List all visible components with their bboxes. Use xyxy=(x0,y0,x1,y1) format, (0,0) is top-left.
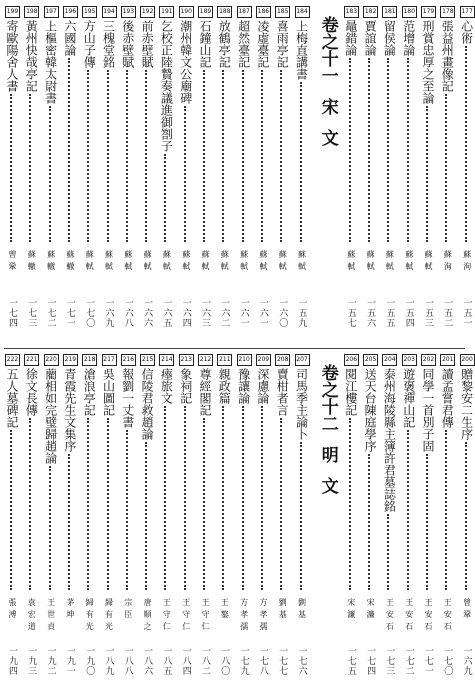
entry-page-number: 一六九 xyxy=(103,298,114,328)
entry-title: 心術 xyxy=(459,20,474,44)
entry-number: 198 xyxy=(24,6,39,18)
entry-number: 203 xyxy=(402,354,417,366)
entry-author: 蘇軾 xyxy=(104,250,114,274)
toc-entry xyxy=(81,6,97,346)
entry-number: 189 xyxy=(198,6,213,18)
entry-number: 205 xyxy=(363,354,378,366)
entry-page-number: 一八六 xyxy=(142,646,153,676)
leader-dots xyxy=(203,70,207,242)
entry-number: 202 xyxy=(421,354,436,366)
entry-number: 180 xyxy=(402,6,417,18)
entry-page-number: 一八九 xyxy=(103,646,114,676)
toc-entry xyxy=(139,6,155,346)
toc-entry xyxy=(178,354,194,694)
entry-page-number: 一五五 xyxy=(384,298,395,328)
entry-page-number: 一七二 xyxy=(403,646,414,676)
toc-entry xyxy=(439,6,455,346)
entry-author: 蘇軾 xyxy=(181,250,191,274)
entry-author: 袁宏道 xyxy=(27,598,37,634)
leader-dots xyxy=(445,430,449,590)
leader-dots xyxy=(465,442,469,590)
entry-page-number: 一七一 xyxy=(64,298,75,328)
entry-title: 放鶴亭記 xyxy=(217,20,232,68)
entry-title: 范增論 xyxy=(401,20,416,56)
leader-dots xyxy=(126,430,130,590)
entry-title: 三槐堂銘 xyxy=(101,20,116,68)
entry-page-number: 一六八 xyxy=(122,298,133,328)
entry-author: 歸有光 xyxy=(104,598,114,634)
entry-page-number: 一六四 xyxy=(180,298,191,328)
entry-title: 方山子傳 xyxy=(82,20,97,68)
entry-author: 宗臣 xyxy=(123,598,133,622)
toc-entry xyxy=(362,354,378,694)
leader-dots xyxy=(164,154,168,242)
entry-number: 184 xyxy=(295,6,310,18)
entry-number: 222 xyxy=(5,354,20,366)
entry-number: 181 xyxy=(382,6,397,18)
toc-entry xyxy=(401,354,417,694)
entry-number: 201 xyxy=(440,354,455,366)
entry-author: 蘇轍 xyxy=(65,250,75,274)
entry-author: 唐順之 xyxy=(143,598,153,634)
toc-entry xyxy=(43,6,59,346)
toc-entry xyxy=(381,6,397,346)
entry-author: 宋濂 xyxy=(346,598,356,622)
entry-title: 前赤壁賦 xyxy=(140,20,155,68)
entry-page-number: 一八四 xyxy=(180,646,191,676)
volume-header xyxy=(315,16,341,146)
toc-entry xyxy=(4,6,20,346)
entry-page-number: 一七四 xyxy=(365,646,376,676)
entry-number: 221 xyxy=(24,354,39,366)
toc-entry xyxy=(62,6,78,346)
leader-dots xyxy=(49,466,53,590)
volume-header xyxy=(315,364,341,494)
entry-author: 劉基 xyxy=(278,598,288,622)
entry-title: 遊褒禪山記 xyxy=(401,368,416,428)
leader-dots xyxy=(445,94,449,242)
entry-author: 蘇軾 xyxy=(85,250,95,274)
entry-number: 185 xyxy=(275,6,290,18)
entry-page-number: 一七三 xyxy=(26,298,37,328)
toc-entry xyxy=(62,354,78,694)
toc-entry xyxy=(255,6,271,346)
genre-label: 文 xyxy=(317,477,338,494)
leader-dots xyxy=(222,70,226,242)
entry-author: 蘇洵 xyxy=(443,250,453,274)
entry-author: 蘇軾 xyxy=(346,250,356,274)
entry-title: 送天台陳庭學序 xyxy=(363,368,378,452)
entry-page-number: 一六三 xyxy=(200,298,210,328)
entry-title: 鼂錯論 xyxy=(343,20,358,56)
entry-number: 209 xyxy=(256,354,271,366)
leader-dots xyxy=(87,418,91,590)
section-divider xyxy=(4,348,465,349)
entry-number: 193 xyxy=(121,6,136,18)
entry-author: 蘇軾 xyxy=(239,250,249,274)
entry-page-number: 一五二 xyxy=(442,298,453,328)
toc-entry xyxy=(4,354,20,694)
entry-number: 195 xyxy=(82,6,97,18)
leader-dots xyxy=(29,94,33,242)
entry-title: 藺相如完璧歸趙論 xyxy=(43,368,58,464)
entry-title: 報劉一丈書 xyxy=(120,368,135,428)
entry-title: 後赤壁賦 xyxy=(120,20,135,68)
entry-title: 泰州海陵縣主簿許君墓誌銘 xyxy=(382,368,397,512)
entry-title: 黃州快哉亭記 xyxy=(24,20,39,92)
leader-dots xyxy=(465,46,469,242)
toc-entry xyxy=(236,6,252,346)
entry-number: 212 xyxy=(198,354,213,366)
leader-dots xyxy=(387,514,391,590)
entry-page-number: 一五四 xyxy=(403,298,414,328)
toc-entry xyxy=(274,354,290,694)
entry-author: 蘇軾 xyxy=(424,250,433,274)
entry-author: 宋濂 xyxy=(366,598,376,622)
entry-title: 親政篇 xyxy=(217,368,232,404)
leader-dots xyxy=(407,430,411,590)
leader-dots xyxy=(203,418,207,590)
leader-dots xyxy=(29,418,33,590)
entry-page-number: 一九一 xyxy=(64,646,75,676)
entry-page-number: 一六一 xyxy=(257,298,268,328)
leader-dots xyxy=(242,70,246,242)
entry-number: 213 xyxy=(179,354,194,366)
leader-dots xyxy=(145,442,149,590)
entry-number: 191 xyxy=(159,6,174,18)
toc-entry xyxy=(139,354,155,694)
entry-author: 王守仁 xyxy=(162,598,172,634)
entry-number: 218 xyxy=(82,354,97,366)
entry-author: 蘇軾 xyxy=(297,250,307,274)
toc-entry xyxy=(255,354,271,694)
toc-entry xyxy=(43,354,59,694)
entry-page-number: 一七〇 xyxy=(84,298,95,328)
entry-author: 方孝孺 xyxy=(258,598,268,634)
entry-title: 贈黎安二生序 xyxy=(459,368,474,440)
table-of-contents xyxy=(4,6,474,694)
leader-dots xyxy=(68,454,72,590)
entry-number: 194 xyxy=(102,6,117,18)
entry-title: 留侯論 xyxy=(382,20,397,56)
entry-title: 上樞密韓太尉書 xyxy=(43,20,58,104)
entry-author: 蘇洵 xyxy=(462,250,472,274)
entry-author: 劉基 xyxy=(297,598,307,622)
entry-number: 204 xyxy=(382,354,397,366)
entry-title: 喜雨亭記 xyxy=(275,20,290,68)
toc-lower-section xyxy=(4,354,474,694)
entry-number: 210 xyxy=(237,354,252,366)
entry-number: 207 xyxy=(295,354,310,366)
entry-number: 200 xyxy=(460,354,475,366)
entry-page-number: 一六五 xyxy=(161,298,172,328)
leader-dots xyxy=(87,70,91,242)
toc-entry xyxy=(439,354,455,694)
entry-page-number: 一八〇 xyxy=(219,646,230,676)
entry-page-number: 一七六 xyxy=(296,646,307,676)
entry-author: 蘇軾 xyxy=(366,250,376,274)
entry-author: 王安石 xyxy=(443,598,453,634)
entry-author: 蘇軾 xyxy=(123,250,133,274)
entry-author: 曾鞏 xyxy=(8,250,17,274)
entry-page-number: 一五三 xyxy=(423,298,433,328)
entry-author: 蘇軾 xyxy=(220,250,230,274)
entry-title: 徐文長傳 xyxy=(24,368,39,416)
entry-title: 乞校正陸贄奏議進御劄子 xyxy=(159,20,174,152)
toc-entry xyxy=(216,6,232,346)
entry-title: 讀孟嘗君傳 xyxy=(440,368,455,428)
toc-entry xyxy=(294,354,310,694)
leader-dots xyxy=(426,106,430,242)
entry-page-number: 一八二 xyxy=(200,646,210,676)
leader-dots xyxy=(184,106,188,242)
entry-title: 張益州畫像記 xyxy=(440,20,455,92)
entry-title: 石鐘山記 xyxy=(198,20,212,68)
volume-title: 卷之十二 xyxy=(317,364,338,432)
toc-entry xyxy=(236,354,252,694)
leader-dots xyxy=(126,70,130,242)
entry-page-number: 一七五 xyxy=(345,646,356,676)
entry-number: 177 xyxy=(460,6,475,18)
entry-author: 曾鞏 xyxy=(462,598,472,622)
entry-author: 王鏊 xyxy=(220,598,230,622)
leader-dots xyxy=(300,442,304,590)
entry-page-number: 一九三 xyxy=(26,646,37,676)
entry-number: 217 xyxy=(102,354,117,366)
entry-author: 方孝孺 xyxy=(239,598,249,634)
volume-title: 卷之十一 xyxy=(317,16,338,84)
leader-dots xyxy=(261,70,265,242)
entry-title: 五人墓碑記 xyxy=(5,368,19,428)
entry-number: 214 xyxy=(159,354,174,366)
entry-title: 豫讓論 xyxy=(236,368,251,404)
toc-entry xyxy=(459,354,475,694)
entry-title: 吳山圖記 xyxy=(101,368,116,416)
entry-title: 賣柑者言 xyxy=(275,368,290,416)
entry-author: 王守仁 xyxy=(181,598,191,634)
leader-dots xyxy=(68,58,72,242)
entry-page-number: 一六〇 xyxy=(277,298,288,328)
entry-number: 219 xyxy=(63,354,78,366)
leader-dots xyxy=(49,106,53,242)
entry-author: 茅坤 xyxy=(65,598,75,622)
entry-page-number: 一七八 xyxy=(257,646,268,676)
entry-number: 211 xyxy=(217,354,232,366)
leader-dots xyxy=(349,58,353,242)
entry-author: 蘇軾 xyxy=(162,250,172,274)
entry-number: 196 xyxy=(63,6,78,18)
leader-dots xyxy=(10,94,14,242)
toc-entry xyxy=(420,6,436,346)
entry-number: 178 xyxy=(440,6,455,18)
entry-page-number: 一五九 xyxy=(296,298,307,328)
toc-entry xyxy=(23,354,39,694)
entry-page-number: 一七〇 xyxy=(442,646,453,676)
leader-dots xyxy=(145,70,149,242)
leader-dots xyxy=(242,406,246,590)
entry-author: 王安石 xyxy=(424,598,433,634)
entry-number: 199 xyxy=(5,6,20,18)
leader-dots xyxy=(164,406,168,590)
entry-title: 深慮論 xyxy=(255,368,270,404)
entry-number: 190 xyxy=(179,6,194,18)
entry-page-number: 一七三 xyxy=(384,646,395,676)
toc-entry xyxy=(178,6,194,346)
entry-page-number: 一九四 xyxy=(7,646,17,676)
entry-page-number: 一七九 xyxy=(238,646,249,676)
entry-number: 216 xyxy=(121,354,136,366)
toc-entry xyxy=(23,6,39,346)
entry-author: 張溥 xyxy=(8,598,17,622)
entry-page-number: 一九二 xyxy=(45,646,56,676)
toc-entry xyxy=(459,6,475,346)
entry-number: 186 xyxy=(256,6,271,18)
entry-number: 182 xyxy=(363,6,378,18)
entry-author: 蘇軾 xyxy=(385,250,395,274)
entry-title: 凌虛臺記 xyxy=(255,20,270,68)
leader-dots xyxy=(184,406,188,590)
dynasty-label: 明 xyxy=(317,446,338,463)
entry-page-number: 一七四 xyxy=(7,298,17,328)
leader-dots xyxy=(280,418,284,590)
entry-author: 蘇轍 xyxy=(27,250,37,274)
leader-dots xyxy=(426,454,430,590)
toc-entry xyxy=(274,6,290,346)
entry-number: 192 xyxy=(140,6,155,18)
entry-author: 蘇軾 xyxy=(258,250,268,274)
entry-page-number: 一七七 xyxy=(277,646,288,676)
entry-page-number: 一六六 xyxy=(142,298,153,328)
leader-dots xyxy=(280,70,284,242)
toc-entry xyxy=(158,354,174,694)
toc-entry xyxy=(120,354,136,694)
entry-author: 王世貞 xyxy=(46,598,56,634)
entry-page-number: 一五一 xyxy=(461,298,472,328)
toc-entry xyxy=(343,6,359,346)
entry-title: 寄歐陽舍人書 xyxy=(5,20,19,92)
entry-title: 六國論 xyxy=(62,20,77,56)
toc-entry xyxy=(401,6,417,346)
entry-number: 179 xyxy=(421,6,436,18)
entry-page-number: 一七一 xyxy=(423,646,433,676)
entry-author: 歸有光 xyxy=(85,598,95,634)
entry-page-number: 一六九 xyxy=(461,646,472,676)
leader-dots xyxy=(107,418,111,590)
leader-dots xyxy=(368,454,372,590)
toc-entry xyxy=(294,6,310,346)
toc-entry xyxy=(101,6,117,346)
entry-number: 188 xyxy=(217,6,232,18)
entry-title: 青霞先生文集序 xyxy=(62,368,77,452)
leader-dots xyxy=(387,58,391,242)
entry-number: 197 xyxy=(44,6,59,18)
entry-author: 王安石 xyxy=(404,598,414,634)
toc-entry xyxy=(81,354,97,694)
entry-page-number: 一六二 xyxy=(219,298,230,328)
entry-author: 蘇軾 xyxy=(278,250,288,274)
entry-title: 超然臺記 xyxy=(236,20,251,68)
entry-title: 賈誼論 xyxy=(363,20,378,56)
genre-label: 文 xyxy=(317,129,338,146)
toc-entry xyxy=(101,354,117,694)
leader-dots xyxy=(407,58,411,242)
toc-entry xyxy=(158,6,174,346)
entry-title: 閱江樓記 xyxy=(343,368,358,416)
leader-dots xyxy=(300,82,304,242)
entry-number: 187 xyxy=(237,6,252,18)
entry-title: 信陵君救趙論 xyxy=(140,368,155,440)
leader-dots xyxy=(222,406,226,590)
toc-entry xyxy=(197,354,213,694)
dynasty-label: 宋 xyxy=(317,98,338,115)
leader-dots xyxy=(107,70,111,242)
entry-page-number: 一六一 xyxy=(238,298,249,328)
entry-author: 蘇軾 xyxy=(404,250,414,274)
entry-page-number: 一五六 xyxy=(365,298,376,328)
entry-page-number: 一七二 xyxy=(45,298,56,328)
toc-upper-section xyxy=(4,6,474,346)
leader-dots xyxy=(349,418,353,590)
leader-dots xyxy=(368,58,372,242)
entry-author: 蘇軾 xyxy=(143,250,153,274)
entry-title: 潮州韓文公廟碑 xyxy=(178,20,193,104)
toc-entry xyxy=(362,6,378,346)
entry-number: 215 xyxy=(140,354,155,366)
entry-title: 上梅直講書 xyxy=(294,20,309,80)
entry-title: 瘞旅文 xyxy=(159,368,174,404)
entry-number: 220 xyxy=(44,354,59,366)
entry-title: 尊經閣記 xyxy=(198,368,212,416)
entry-page-number: 一八八 xyxy=(122,646,133,676)
leader-dots xyxy=(10,430,14,590)
entry-page-number: 一八五 xyxy=(161,646,172,676)
entry-page-number: 一五七 xyxy=(345,298,356,328)
leader-dots xyxy=(261,406,265,590)
entry-number: 183 xyxy=(344,6,359,18)
toc-entry xyxy=(343,354,359,694)
entry-page-number: 一九〇 xyxy=(84,646,95,676)
entry-title: 同學一首別子固 xyxy=(421,368,435,452)
entry-title: 象祠記 xyxy=(178,368,193,404)
entry-author: 蘇軾 xyxy=(201,250,210,274)
toc-entry xyxy=(197,6,213,346)
entry-author: 王安石 xyxy=(385,598,395,634)
entry-author: 王守仁 xyxy=(201,598,210,634)
entry-title: 司馬季主論卜 xyxy=(294,368,309,440)
entry-title: 滄浪亭記 xyxy=(82,368,97,416)
toc-entry xyxy=(381,354,397,694)
toc-entry xyxy=(120,6,136,346)
entry-number: 206 xyxy=(344,354,359,366)
entry-number: 208 xyxy=(275,354,290,366)
entry-author: 蘇轍 xyxy=(46,250,56,274)
toc-entry xyxy=(420,354,436,694)
entry-title: 刑賞忠厚之至論 xyxy=(421,20,435,104)
toc-entry xyxy=(216,354,232,694)
